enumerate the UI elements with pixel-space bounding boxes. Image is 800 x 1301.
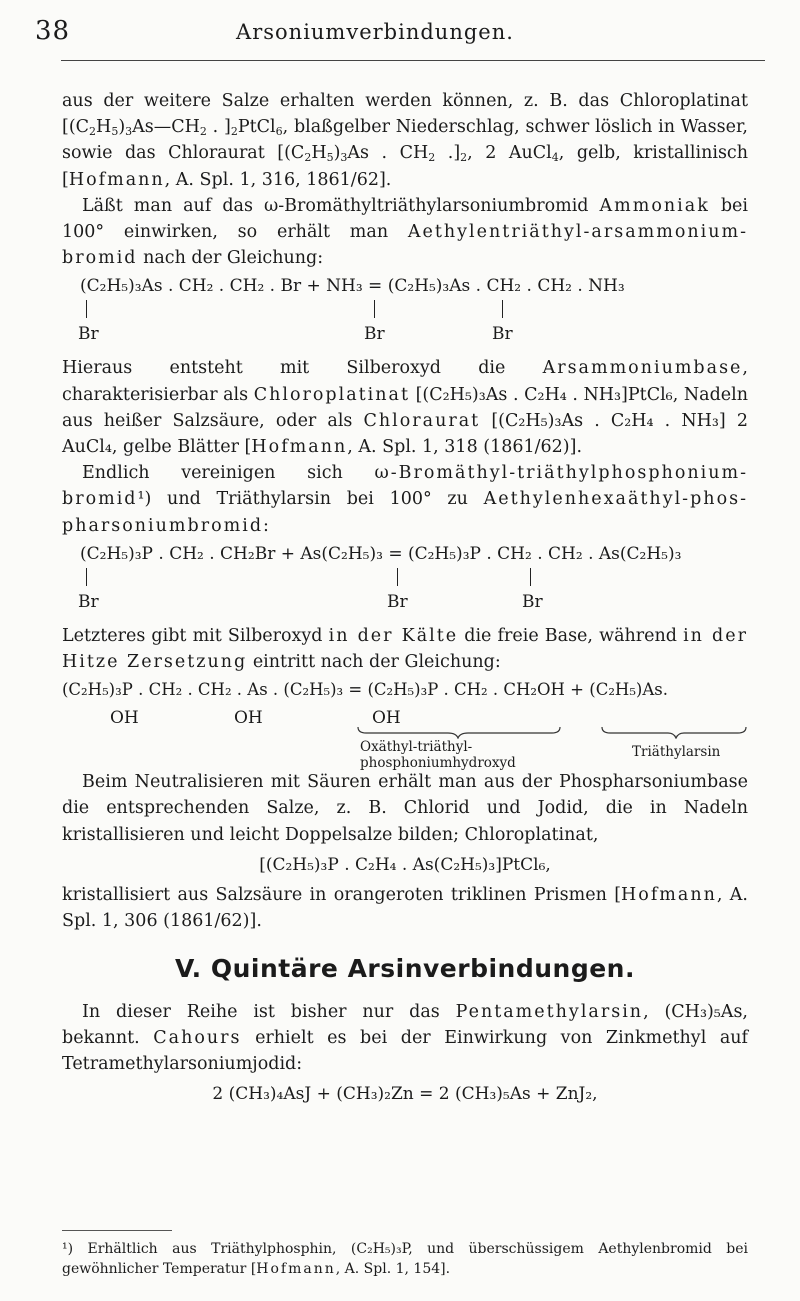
hydroxide-label: OH: [234, 708, 263, 729]
p3-g: [(C₂H₅)₃As . C₂H₄ . NH₃] 2 AuCl₄, gelbe Blätter [: [62, 410, 748, 458]
bromide-label: Br: [492, 324, 513, 345]
p4-c: ¹) und Triäthylarsin bei 100° zu: [137, 489, 484, 510]
footnote-rule: [62, 1230, 172, 1231]
underbrace-product: [358, 727, 560, 738]
equation-1-line: (C₂H₅)₃As . CH₂ . CH₂ . Br + NH₃ = (C₂H₅)₃As . CH₂ . CH₂ . NH₃: [80, 276, 625, 297]
p1-h: As . CH: [347, 143, 429, 164]
bond-line: [86, 300, 87, 318]
paragraph-6b: [62, 882, 748, 934]
bond-line: [530, 568, 531, 586]
p3-author: Hofmann: [251, 437, 348, 458]
p7-c: , (CH₃)₅As, bekannt.: [62, 1001, 748, 1048]
p1-j: , 2 AuCl: [467, 143, 552, 164]
brace-label-triaethylarsin: Triäthylarsin: [632, 744, 721, 761]
brace-label-oxaethyl: Oxäthyl-triäthyl-phosphoniumhydroxyd: [360, 739, 516, 772]
equation-1: [62, 273, 748, 351]
p1-e: . ]: [206, 117, 231, 138]
paragraph-4: [62, 460, 748, 539]
paragraph-1: aus der weitere Salze erhalten werden können, z. B. das Chloroplatinat [$(C_2H_5)_3As—CH_2$ . ]$_2PtCl_6$, blaßgelber Niederschlag, schwer löslich in Wasser, sowie das Chloraurat [$(C_2H_5)_3As$ . $CH_2$ $.]_2$, 2 AuCl$_4$, gelb, kristallinisch [Hofmann, A. Spl. 1, 316, 1861/62].: [62, 91, 748, 190]
p7-author: Cahours: [153, 1027, 242, 1048]
p3-a: Hieraus entsteht mit Silberoxyd die: [62, 358, 543, 379]
p1-author: Hofmann: [68, 169, 165, 190]
p4-d: Aethylenhexaäthyl-phos-pharsoniumbromid: [62, 489, 748, 536]
p1-b: H: [96, 117, 112, 138]
p1-f: PtCl: [237, 117, 276, 138]
p1-c: ): [118, 117, 126, 138]
p2-a: Läßt man auf das ω-Bromäthyltriäthylarsoniumbromid: [82, 195, 600, 216]
p3-c: , charakterisierbar als: [62, 358, 748, 405]
footnote-c: , A. Spl. 1, 154].: [335, 1261, 451, 1277]
p7-a: In dieser Reihe ist bisher nur das: [82, 1001, 456, 1022]
p6-a: Beim Neutralisieren mit Säuren erhält man aus der Phospharsoniumbase die entsprechenden Salze, z. B. Chlorid und Jodid, die in Nadeln kristallisieren und leicht Doppelsalze bilden; Chloroplatinat,: [62, 772, 748, 845]
hydroxide-label: OH: [110, 708, 139, 729]
equation-2: [62, 541, 748, 619]
bromide-label: Br: [522, 591, 543, 612]
p2-e: nach der Gleichung:: [137, 248, 324, 269]
page-number: 38: [35, 16, 71, 46]
p6-author: Hofmann: [621, 885, 717, 906]
p6-b: kristallisiert aus Salzsäure in orangeroten triklinen Prismen [: [62, 885, 622, 906]
p4-b: ω-Bromäthyl-triäthylphosphonium-bromid: [62, 463, 748, 510]
paragraph-5: [62, 623, 748, 675]
p5-a: Letzteres gibt mit Silberoxyd: [62, 625, 329, 646]
p5-d: in der Hitze Zersetzung: [62, 625, 748, 673]
bond-line: [397, 568, 398, 586]
footnote-a: ¹) Erhältlich aus Triäthylphosphin, (C₂H₅)₃P, und überschüssigem Aethylenbromid bei gewöhnlicher Temperatur [: [62, 1241, 748, 1277]
equation-3-line: (C₂H₅)₃P . CH₂ . CH₂ . As . (C₂H₅)₃ = (C₂H₅)₃P . CH₂ . CH₂OH + (C₂H₅)As.: [62, 680, 668, 700]
bromide-label: Br: [364, 324, 385, 345]
header-rule: [61, 60, 765, 61]
p1-i: .]: [435, 143, 461, 164]
p1-c2: ): [333, 143, 341, 164]
bond-line: [502, 300, 503, 318]
p1-a: aus der weitere Salze erhalten werden können, z. B. das Chloroplatinat [(C: [62, 91, 748, 138]
underbrace-arsin: [602, 727, 746, 738]
footnote-author: Hofmann: [256, 1261, 336, 1277]
p2-d: Aethylentriäthyl-arsammonium-bromid: [62, 222, 748, 269]
p5-e: eintritt nach der Gleichung:: [247, 652, 501, 673]
p5-b: in der Kälte: [328, 625, 459, 646]
equation-3: [62, 677, 748, 772]
bromide-label: Br: [387, 591, 408, 612]
p7-b: Pentamethylarsin: [455, 1001, 644, 1022]
p3-i: , A. Spl. 1, 318 (1861/62)].: [347, 437, 583, 458]
paragraph-3: [62, 355, 748, 460]
p3-b: Arsammoniumbase: [542, 358, 743, 379]
p7-e: erhielt es bei der Einwirkung von Zinkmethyl auf Tetramethylarsoniumjodid:: [62, 1027, 749, 1075]
p1-k: , gelb, kristallinisch [: [62, 143, 748, 190]
p2-c: bei 100° einwirken, so erhält man: [62, 195, 748, 243]
p3-e: [(C₂H₅)₃As . C₂H₄ . NH₃]PtCl₆, Nadeln aus heißer Salzsäure, oder als: [62, 384, 748, 431]
p6-d: , A. Spl. 1, 306 (1861/62)].: [62, 885, 748, 932]
p3-f: Chloraurat: [363, 410, 481, 431]
p4-a: Endlich vereinigen sich: [82, 463, 375, 484]
p2-b: Ammoniak: [599, 195, 710, 216]
paragraph-2: [62, 193, 748, 272]
bromide-label: Br: [78, 591, 99, 612]
p1-b2: H: [311, 143, 327, 164]
p1-m: , A. Spl. 1, 316, 1861/62].: [164, 169, 392, 190]
formula-chloroplatinat: [(C₂H₅)₃P . C₂H₄ . As(C₂H₅)₃]PtCl₆,: [259, 854, 551, 875]
bond-line: [374, 300, 375, 318]
p3-d: Chloroplatinat: [253, 384, 411, 405]
bromide-label: Br: [78, 324, 99, 345]
main-text: [62, 88, 748, 1111]
paragraph-6: [62, 769, 748, 848]
p4-e: :: [263, 515, 269, 536]
underbrace-group: [356, 725, 756, 739]
section-heading: V. Quintäre Arsinverbindungen.: [175, 954, 635, 984]
running-title: Arsoniumverbindungen.: [236, 20, 514, 44]
hydroxide-label: OH: [372, 708, 401, 729]
equation-2-line: (C₂H₅)₃P . CH₂ . CH₂Br + As(C₂H₅)₃ = (C₂H₅)₃P . CH₂ . CH₂ . As(C₂H₅)₃: [80, 543, 682, 564]
footnote: [62, 1239, 748, 1279]
page-header: [35, 16, 765, 64]
paragraph-7: [62, 999, 748, 1078]
p5-c: die freie Base, während: [458, 625, 684, 646]
formula-pentamethylarsin: 2 (CH₃)₄AsJ + (CH₃)₂Zn = 2 (CH₃)₅As + ZnJ₂,: [212, 1084, 598, 1105]
p1-d: As—CH: [132, 117, 200, 138]
p1-g: , blaßgelber Niederschlag, schwer löslich in Wasser, sowie das Chloraurat [(C: [62, 117, 748, 164]
bond-line: [86, 568, 87, 586]
